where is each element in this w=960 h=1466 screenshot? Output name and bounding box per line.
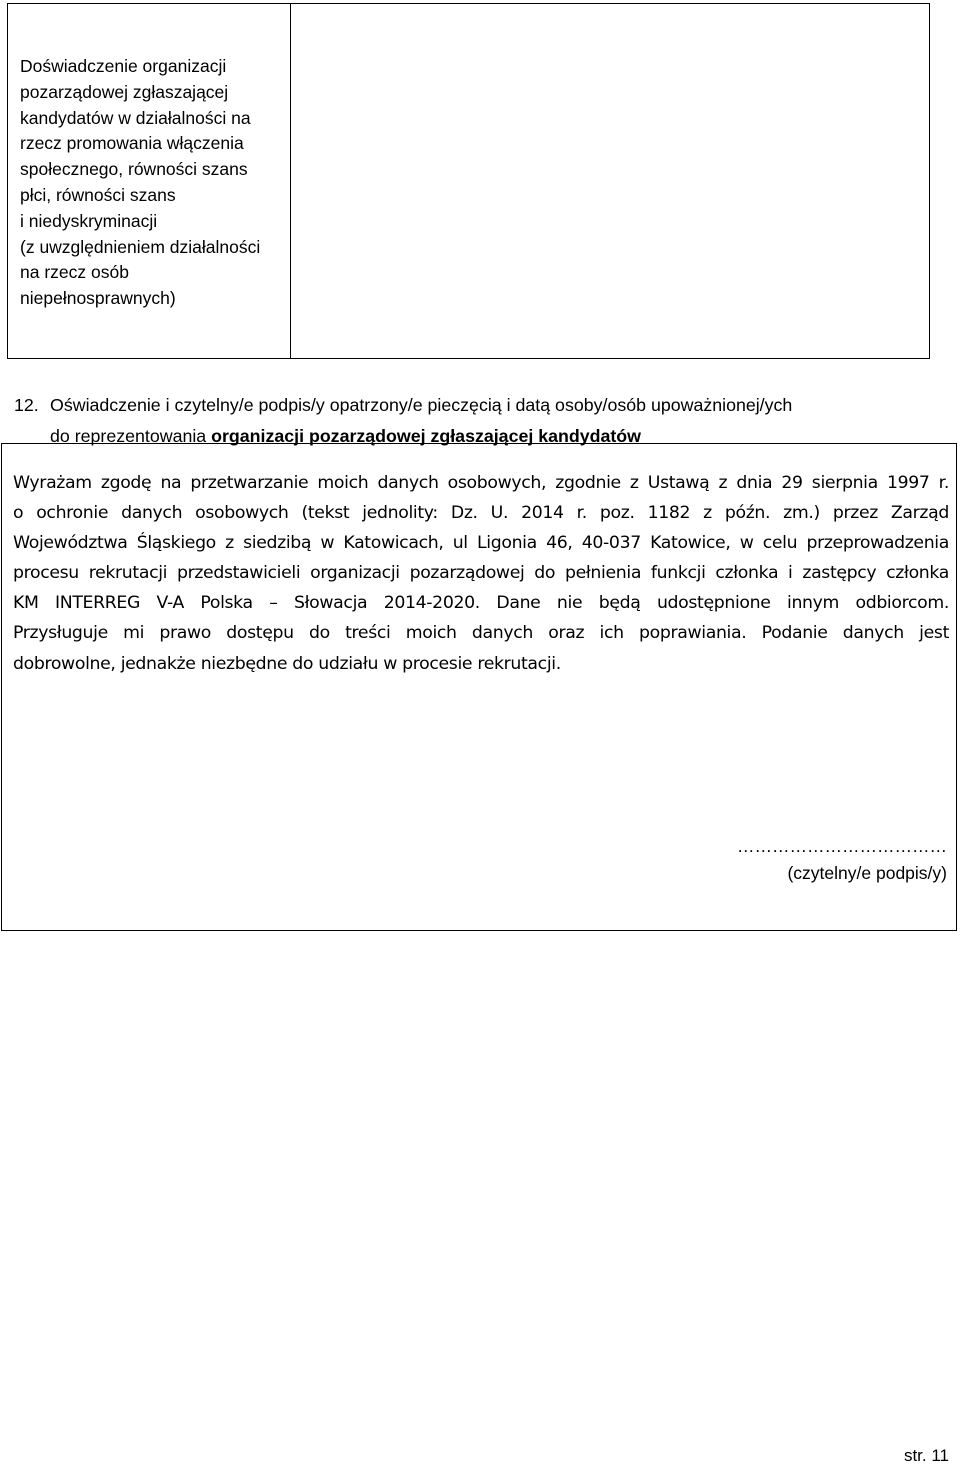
experience-label-line: społecznego, równości szans [20, 159, 248, 180]
section-number: 12. [14, 395, 39, 415]
experience-table [7, 3, 930, 359]
consent-line: Wyrażam zgodę na przetwarzanie moich danych osobowych, zgodnie z Ustawą z dnia 29 sierpnia 1997 r. [13, 473, 949, 493]
signature-block [737, 833, 947, 887]
consent-line: Województwa Śląskiego z siedzibą w Katowicach, ul Ligonia 46, 40-037 Katowice, w celu przeprowadzenia [13, 533, 949, 554]
consent-line: Przysługuje mi prawo dostępu do treści moich danych oraz ich poprawiania. Podanie danych jest [13, 623, 949, 644]
page-number: str. 11 [903, 1446, 949, 1465]
consent-line: o ochronie danych osobowych (tekst jednolity: Dz. U. 2014 r. poz. 1182 z późn. zm.) przez Zarząd [13, 503, 949, 524]
consent-line: KM INTERREG V-A Polska – Słowacja 2014-2020. Dane nie będą udostępnione innym odbiorcom. [13, 593, 949, 614]
section-title-line1: Oświadczenie i czytelny/e podpis/y opatrzony/e pieczęcią i datą osoby/osób upoważnionej/ych [50, 395, 793, 415]
experience-label-line: niepełnosprawnych) [20, 288, 176, 309]
consent-statement [13, 468, 949, 679]
signature-line[interactable]: ……………………………… [737, 836, 947, 856]
section-title-line2-plain: do reprezentowania [50, 426, 212, 446]
consent-line: dobrowolne, jednakże niezbędne do udziału w procesie rekrutacji. [13, 653, 561, 674]
experience-label-line: na rzecz osób [20, 262, 129, 283]
experience-label-line: pozarządowej zgłaszającej [20, 81, 229, 102]
experience-label-line: i niedyskryminacji [20, 210, 158, 231]
experience-label-line: kandydatów w działalności na [20, 107, 251, 128]
experience-label-line: płci, równości szans [20, 184, 176, 205]
consent-line: procesu rekrutacji przedstawicieli organizacji pozarządowej do pełnienia funkcji członka i zastępcy członka [13, 563, 949, 584]
experience-label-line: rzecz promowania włączenia [20, 133, 244, 154]
experience-label-line: (z uwzględnieniem działalności [20, 236, 261, 257]
experience-label-cell [8, 4, 291, 358]
section-heading-line1 [14, 390, 944, 421]
signature-label: (czytelny/e podpis/y) [787, 863, 947, 883]
experience-entry-field[interactable] [291, 4, 929, 358]
experience-label-line: Doświadczenie organizacji [20, 56, 227, 76]
section-title-line2-bold: organizacji pozarządowej zgłaszającej kandydatów [211, 426, 641, 446]
consent-box [1, 443, 957, 931]
